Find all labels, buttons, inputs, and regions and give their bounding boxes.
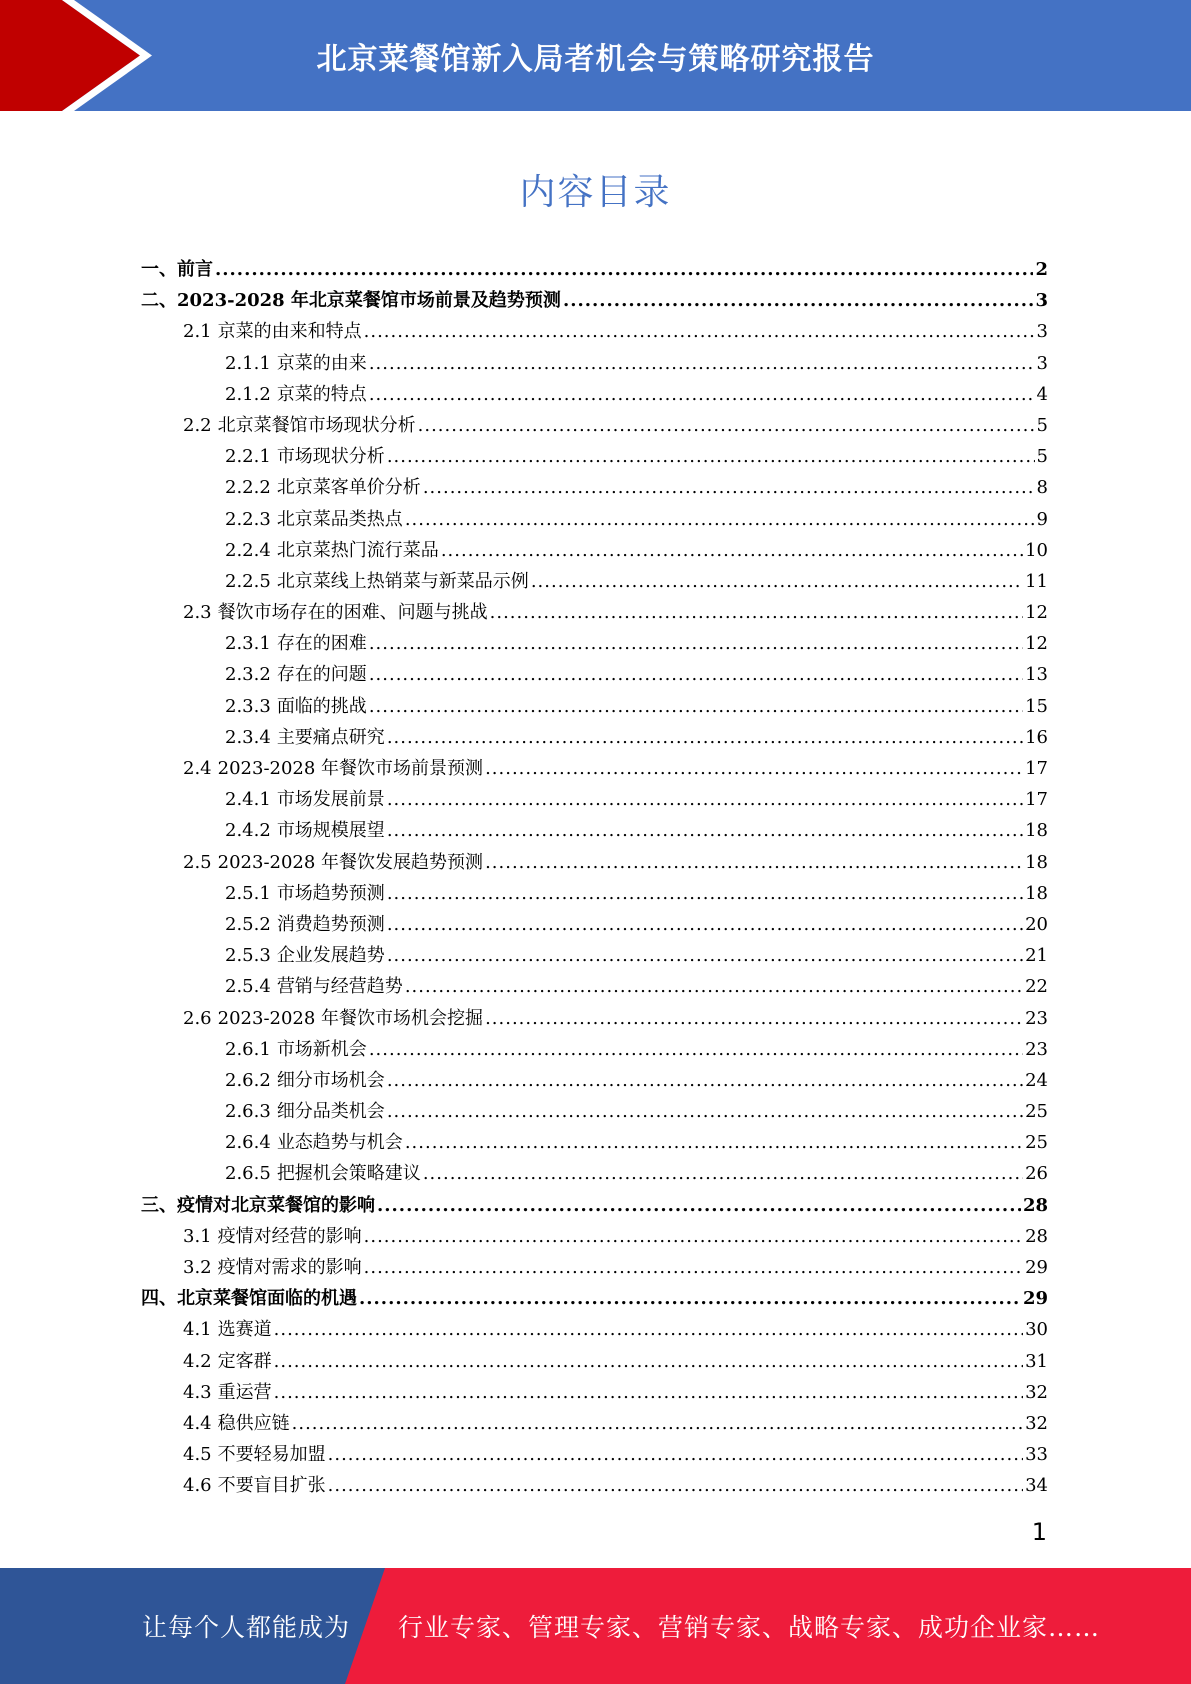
toc-entry-number: 2.1.2 [225, 383, 271, 405]
toc-heading: 内容目录 [519, 172, 672, 213]
toc-entry-page: 21 [1025, 945, 1048, 967]
toc-entry-page: 25 [1025, 1132, 1048, 1154]
toc-dot-leader [485, 847, 1023, 878]
toc-entry-number: 2.3.4 [225, 726, 271, 748]
toc-entry-number: 2.4 [183, 758, 212, 779]
toc-entry-title: 京菜的由来和特点 [217, 321, 362, 343]
toc-entry-page: 12 [1025, 633, 1048, 655]
toc-entry-page: 15 [1025, 695, 1048, 717]
toc-entry-title: 京菜的由来 [276, 352, 367, 374]
toc-entry[interactable] [141, 784, 1048, 815]
toc-entry[interactable] [141, 847, 1048, 878]
toc-dot-leader [563, 285, 1034, 316]
toc-entry-title: 细分市场机会 [276, 1069, 385, 1091]
toc-entry-page: 32 [1025, 1412, 1048, 1434]
toc-entry-page: 17 [1025, 789, 1048, 811]
toc-entry[interactable] [141, 691, 1048, 722]
toc-dot-leader [364, 316, 1035, 347]
toc-dot-leader [328, 1470, 1023, 1501]
toc-entry-page: 34 [1025, 1475, 1048, 1497]
toc-dot-leader [387, 1096, 1023, 1127]
toc-entry-title: 主要痛点研究 [276, 726, 385, 748]
toc-entry-title: 北京菜线上热销菜与新菜品示例 [276, 570, 529, 592]
toc-entry-page: 2 [1035, 259, 1048, 280]
toc-entry-title: 存在的问题 [276, 664, 367, 686]
toc-entry[interactable] [141, 254, 1048, 285]
toc-entry[interactable] [141, 659, 1048, 690]
toc-dot-leader [387, 940, 1023, 971]
toc-entry-page: 25 [1025, 1101, 1048, 1123]
toc-entry-title: 细分品类机会 [276, 1101, 385, 1123]
page-number: 1 [1031, 1518, 1047, 1546]
toc-entry-number: 2.2.3 [225, 508, 271, 530]
toc-entry-title: 把握机会策略建议 [276, 1163, 421, 1185]
toc-entry-title: 企业发展趋势 [276, 945, 385, 967]
toc-entry-title: 市场趋势预测 [276, 882, 385, 904]
toc-entry-title: 市场现状分析 [276, 446, 385, 468]
toc-dot-leader [364, 1221, 1023, 1252]
toc-entry[interactable] [141, 1470, 1048, 1501]
toc-entry-number: 2.2.1 [225, 446, 271, 468]
toc-dot-leader [215, 254, 1033, 285]
toc-entry-page: 4 [1036, 383, 1048, 405]
table-of-contents [141, 254, 1048, 1502]
toc-entry[interactable] [141, 1283, 1048, 1314]
toc-entry-page: 28 [1025, 1225, 1048, 1247]
toc-dot-leader [387, 441, 1035, 472]
toc-entry-number: 4.6 [183, 1475, 212, 1497]
toc-entry-page: 23 [1025, 1007, 1048, 1029]
toc-dot-leader [531, 566, 1023, 597]
toc-entry-page: 29 [1022, 1288, 1048, 1310]
toc-entry-title: 北京菜餐馆市场现状分析 [217, 414, 416, 436]
toc-entry[interactable] [141, 1096, 1048, 1127]
report-title: 北京菜餐馆新入局者机会与策略研究报告 [316, 41, 875, 77]
toc-entry-title: 北京菜品类热点 [276, 508, 403, 530]
toc-entry[interactable] [141, 566, 1048, 597]
toc-entry-page: 28 [1022, 1194, 1048, 1216]
toc-entry[interactable] [141, 1190, 1048, 1221]
toc-entry-number: 4.3 [183, 1381, 212, 1403]
toc-dot-leader [485, 753, 1023, 784]
toc-entry[interactable] [141, 940, 1048, 971]
footer-slogan-right: 行业专家、管理专家、营销专家、战略专家、成功企业家…… [398, 1613, 1101, 1642]
toc-dot-leader [369, 691, 1023, 722]
toc-entry-number: 2.2.2 [225, 477, 271, 499]
toc-entry-number: 2.3.3 [225, 695, 271, 717]
toc-entry-page: 5 [1036, 446, 1048, 468]
header-red-triangle [0, 0, 140, 111]
toc-entry-title: 2023-2028 年餐饮发展趋势预测 [217, 851, 484, 873]
toc-entry-title: 2023-2028 年北京菜餐馆市场前景及趋势预测 [177, 290, 561, 312]
toc-entry[interactable] [141, 535, 1048, 566]
toc-entry-title: 市场新机会 [276, 1038, 367, 1060]
toc-entry[interactable] [141, 1127, 1048, 1158]
toc-entry[interactable] [141, 1314, 1048, 1345]
header-band [0, 0, 1191, 111]
toc-entry[interactable] [141, 1221, 1048, 1252]
toc-entry[interactable] [141, 909, 1048, 940]
toc-entry-title: 北京菜客单价分析 [276, 477, 421, 499]
toc-entry-title: 选赛道 [217, 1319, 272, 1341]
toc-entry-number: 4.5 [183, 1444, 212, 1466]
toc-entry[interactable] [141, 1003, 1048, 1034]
toc-dot-leader [387, 815, 1023, 846]
toc-entry-page: 13 [1025, 664, 1048, 686]
toc-entry[interactable] [141, 628, 1048, 659]
toc-dot-leader [405, 504, 1035, 535]
toc-entry-page: 32 [1025, 1381, 1048, 1403]
toc-entry-page: 29 [1025, 1257, 1048, 1278]
toc-entry-page: 3 [1035, 290, 1048, 312]
toc-entry[interactable] [141, 379, 1048, 410]
toc-entry[interactable] [141, 1346, 1048, 1377]
toc-entry-page: 18 [1025, 820, 1048, 842]
toc-dot-leader [423, 1158, 1023, 1189]
toc-entry[interactable] [141, 971, 1048, 1002]
toc-entry-title: 市场规模展望 [276, 820, 385, 842]
toc-dot-leader [328, 1439, 1023, 1470]
toc-entry-page: 22 [1025, 976, 1048, 998]
toc-entry-title: 不要轻易加盟 [217, 1444, 326, 1466]
toc-entry[interactable] [141, 1439, 1048, 1470]
toc-entry[interactable] [141, 1408, 1048, 1439]
toc-entry-number: 2.2 [183, 414, 212, 436]
toc-entry-title: 2023-2028 年餐饮市场前景预测 [217, 758, 484, 779]
toc-entry-page: 18 [1025, 882, 1048, 904]
toc-entry[interactable] [141, 441, 1048, 472]
toc-dot-leader [418, 410, 1035, 441]
toc-entry-page: 20 [1025, 913, 1048, 935]
toc-dot-leader [377, 1190, 1021, 1221]
toc-entry-page: 12 [1025, 602, 1048, 624]
toc-entry-page: 9 [1036, 508, 1048, 530]
toc-entry[interactable] [141, 753, 1048, 784]
toc-dot-leader [369, 1034, 1023, 1065]
toc-entry[interactable] [141, 1252, 1048, 1283]
toc-entry[interactable] [141, 597, 1048, 628]
toc-dot-leader [387, 784, 1023, 815]
toc-entry-title: 2023-2028 年餐饮市场机会挖掘 [217, 1007, 484, 1029]
toc-entry[interactable] [141, 815, 1048, 846]
toc-entry-title: 存在的困难 [276, 633, 367, 655]
toc-entry-title: 餐饮市场存在的困难、问题与挑战 [217, 602, 488, 624]
toc-entry-number: 2.5.2 [225, 913, 271, 935]
toc-entry-page: 3 [1036, 321, 1048, 343]
toc-entry-title: 市场发展前景 [276, 789, 385, 811]
toc-entry-page: 8 [1036, 477, 1048, 499]
toc-entry-title: 北京菜餐馆面临的机遇 [177, 1288, 357, 1310]
footer-band [0, 1568, 1191, 1684]
toc-entry-number: 2.4.2 [225, 820, 271, 842]
toc-entry-number: 2.6.4 [225, 1132, 271, 1154]
toc-entry[interactable] [141, 410, 1048, 441]
toc-entry-number: 2.1.1 [225, 352, 271, 374]
toc-entry-title: 不要盲目扩张 [217, 1475, 326, 1497]
toc-entry-number: 2.5.1 [225, 882, 271, 904]
toc-dot-leader [369, 348, 1035, 379]
toc-entry-number: 2.6.3 [225, 1101, 271, 1123]
toc-dot-leader [405, 1127, 1023, 1158]
toc-entry[interactable] [141, 504, 1048, 535]
toc-entry-page: 24 [1025, 1069, 1048, 1091]
toc-entry-number: 2.6.5 [225, 1163, 271, 1185]
toc-entry-number: 2.1 [183, 321, 212, 343]
toc-entry-number: 2.3.2 [225, 664, 271, 686]
toc-entry-number: 4.4 [183, 1412, 212, 1434]
toc-entry-number: 3.2 [183, 1257, 212, 1278]
toc-entry-page: 23 [1025, 1038, 1048, 1060]
toc-entry-page: 10 [1025, 539, 1048, 561]
toc-entry-number: 2.3 [183, 602, 212, 624]
toc-dot-leader [441, 535, 1023, 566]
toc-dot-leader [387, 722, 1023, 753]
toc-dot-leader [292, 1408, 1023, 1439]
toc-entry-title: 定客群 [217, 1350, 272, 1372]
toc-entry-title: 北京菜热门流行菜品 [276, 539, 439, 561]
toc-entry-title: 疫情对需求的影响 [217, 1257, 362, 1278]
toc-entry[interactable] [141, 1377, 1048, 1408]
toc-entry[interactable] [141, 878, 1048, 909]
toc-entry-number: 四、 [141, 1288, 177, 1310]
toc-entry[interactable] [141, 472, 1048, 503]
toc-entry-page: 17 [1025, 758, 1048, 779]
toc-entry-number: 2.2.4 [225, 539, 271, 561]
toc-entry-title: 消费趋势预测 [276, 913, 385, 935]
toc-entry-page: 3 [1036, 352, 1048, 374]
toc-entry-title: 重运营 [217, 1381, 272, 1403]
toc-entry-title: 疫情对北京菜餐馆的影响 [177, 1194, 375, 1216]
toc-entry-number: 2.5.3 [225, 945, 271, 967]
toc-entry-page: 30 [1025, 1319, 1048, 1341]
toc-entry-title: 业态趋势与机会 [276, 1132, 403, 1154]
toc-entry-title: 稳供应链 [217, 1412, 290, 1434]
toc-entry-number: 2.6.2 [225, 1069, 271, 1091]
toc-entry[interactable] [141, 316, 1048, 347]
toc-dot-leader [369, 659, 1023, 690]
toc-entry[interactable] [141, 1034, 1048, 1065]
toc-entry-title: 面临的挑战 [276, 695, 367, 717]
toc-entry[interactable] [141, 348, 1048, 379]
toc-entry-page: 5 [1036, 414, 1048, 436]
toc-dot-leader [369, 628, 1023, 659]
toc-entry-number: 三、 [141, 1194, 177, 1216]
toc-entry-page: 16 [1025, 726, 1048, 748]
toc-entry-number: 4.1 [183, 1319, 212, 1341]
toc-entry-page: 18 [1025, 851, 1048, 873]
toc-dot-leader [423, 472, 1035, 503]
toc-entry[interactable] [141, 1158, 1048, 1189]
toc-dot-leader [387, 909, 1023, 940]
footer-slogan-left: 让每个人都能成为 [142, 1613, 351, 1642]
toc-entry-number: 2.5.4 [225, 976, 271, 998]
toc-entry-number: 2.4.1 [225, 789, 271, 811]
toc-entry-title: 疫情对经营的影响 [217, 1225, 362, 1247]
toc-dot-leader [274, 1314, 1023, 1345]
toc-entry[interactable] [141, 1065, 1048, 1096]
toc-dot-leader [369, 379, 1035, 410]
toc-entry-page: 31 [1025, 1350, 1048, 1372]
toc-entry-number: 2.2.5 [225, 570, 271, 592]
toc-entry-number: 2.6 [183, 1007, 212, 1029]
toc-dot-leader [274, 1346, 1023, 1377]
toc-entry-number: 二、 [141, 290, 177, 312]
toc-dot-leader [364, 1252, 1023, 1283]
toc-entry-page: 26 [1025, 1163, 1048, 1185]
toc-dot-leader [274, 1377, 1023, 1408]
toc-dot-leader [405, 971, 1023, 1002]
toc-dot-leader [387, 1065, 1023, 1096]
toc-entry-number: 2.5 [183, 851, 212, 873]
toc-entry-title: 前言 [177, 259, 213, 280]
header-chevron-decoration [0, 0, 160, 111]
toc-entry-number: 4.2 [183, 1350, 212, 1372]
toc-entry[interactable] [141, 722, 1048, 753]
toc-entry-title: 营销与经营趋势 [276, 976, 403, 998]
toc-entry-number: 一、 [141, 259, 177, 280]
toc-entry-number: 2.6.1 [225, 1038, 271, 1060]
toc-entry-title: 京菜的特点 [276, 383, 367, 405]
toc-entry-number: 2.3.1 [225, 633, 271, 655]
toc-dot-leader [490, 597, 1023, 628]
toc-entry-number: 3.1 [183, 1225, 212, 1247]
toc-entry[interactable] [141, 285, 1048, 316]
toc-entry-page: 11 [1025, 570, 1048, 592]
toc-dot-leader [387, 878, 1023, 909]
toc-dot-leader [485, 1003, 1023, 1034]
toc-entry-page: 33 [1025, 1444, 1048, 1466]
toc-dot-leader [359, 1283, 1021, 1314]
